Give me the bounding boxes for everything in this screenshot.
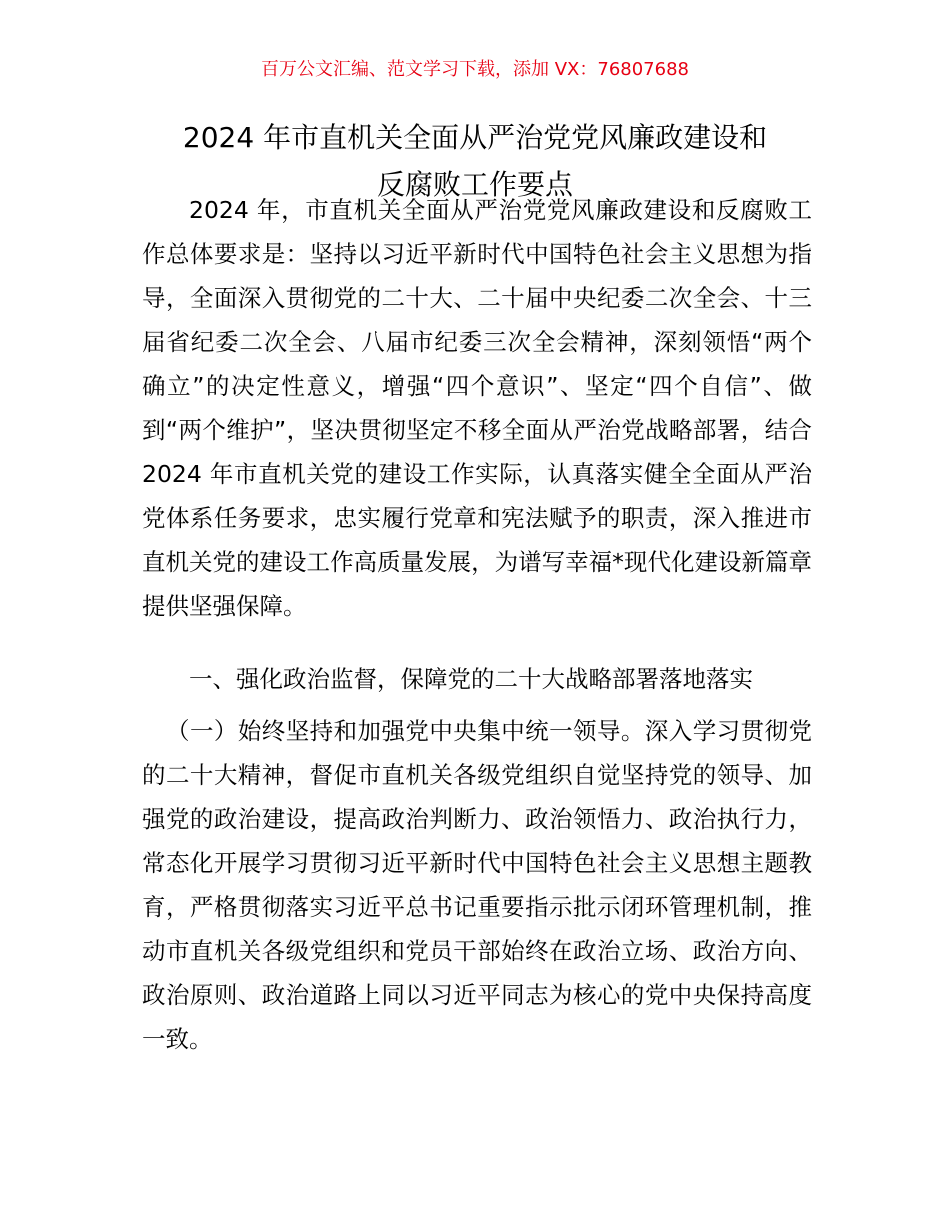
title-line-1: 2024 年市直机关全面从严治党党风廉政建设和: [182, 121, 768, 154]
header-banner: 百万公文汇编、范文学习下载，添加 VX：76807688: [261, 59, 689, 80]
paragraph-1-1: （一）始终坚持和加强党中央集中统一领导。深入学习贯彻党的二十大精神，督促市直机关各级党组织自觉坚持党的领导、加强党的政治建设，提高政治判断力、政治领悟力、政治执行力，常态化开展学习贯彻习近平新时代中国特色社会主义思想主题教育，严格贯彻落实习近平总书记重要指示批示闭环管理机制，推动市直机关各级党组织和党员干部始终在政治立场、政治方向、政治原则、政治道路上同以习近平同志为核心的党中央保持高度一致。: [142, 717, 812, 1053]
intro-paragraph: 2024 年，市直机关全面从严治党党风廉政建设和反腐败工作总体要求是：坚持以习近平新时代中国特色社会主义思想为指导，全面深入贯彻党的二十大、二十届中央纪委二次全会、十三届省纪委二次全会、八届市纪委三次全会精神，深刻领悟“两个确立”的决定性意义，增强“四个意识”、坚定“四个自信”、做到“两个维护”，坚决贯彻坚定不移全面从严治党战略部署，结合 2024 年市直机关党的建设工作实际，认真落实健全全面从严治党体系任务要求，忠实履行党章和宪法赋予的职责，深入推进市直机关党的建设工作高质量发展，为谱写幸福*现代化建设新篇章提供坚强保障。: [142, 196, 812, 620]
section-heading-1: 一、强化政治监督，保障党的二十大战略部署落地落实: [189, 665, 753, 693]
title-line-2: 反腐败工作要点: [376, 168, 573, 201]
